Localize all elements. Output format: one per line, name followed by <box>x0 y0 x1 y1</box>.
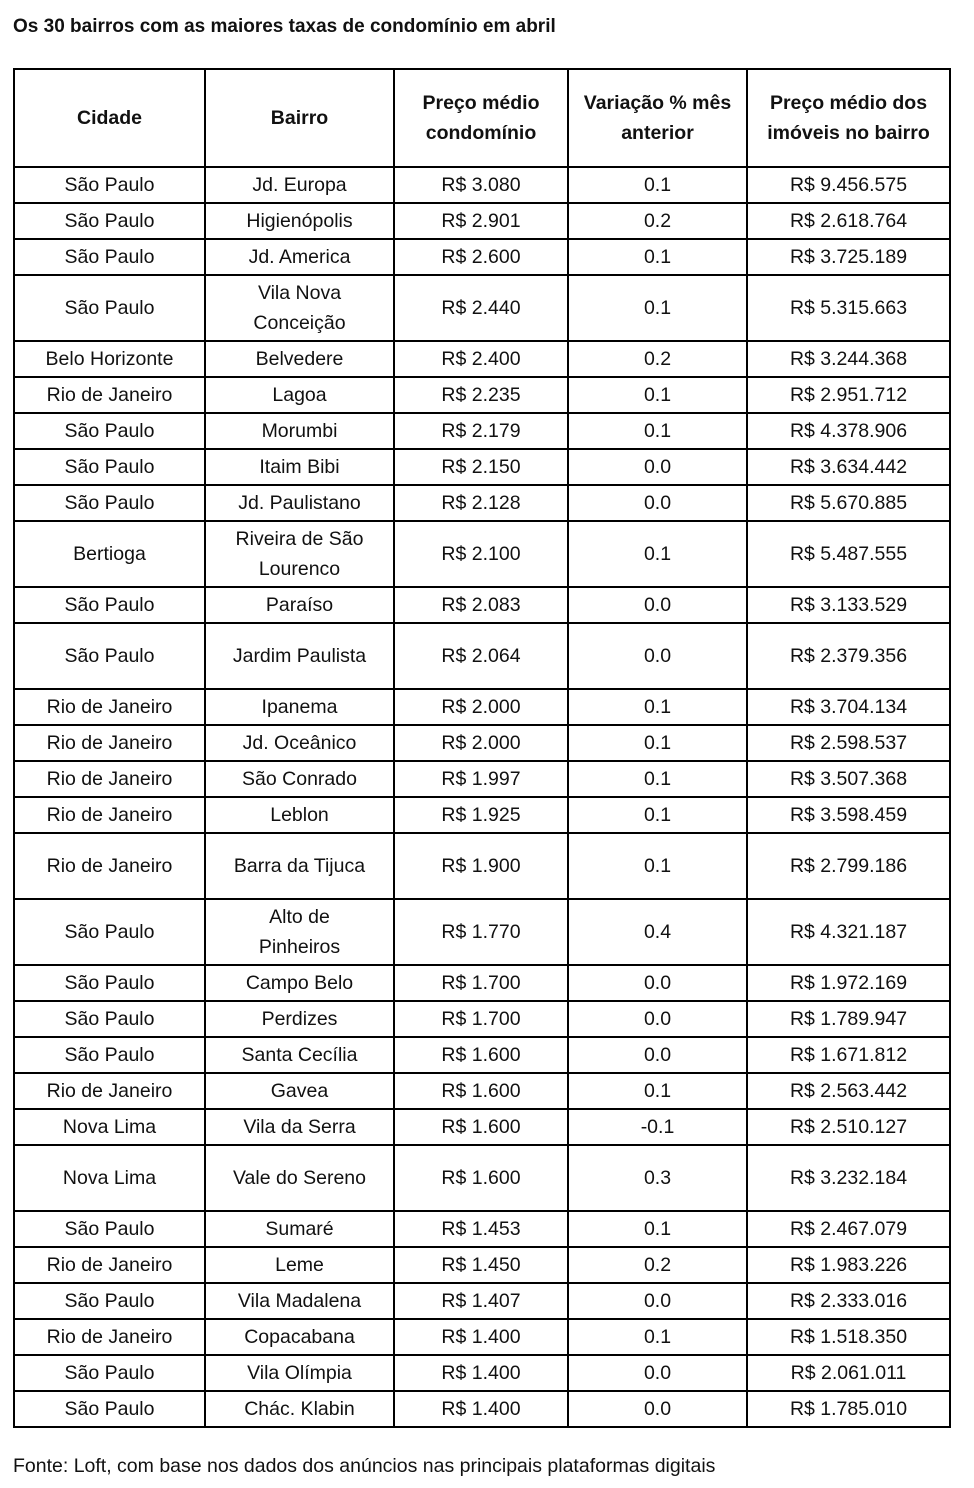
variacao-cell: 0.1 <box>568 1073 747 1109</box>
preco-condominio-cell: R$ 3.080 <box>394 167 568 203</box>
bairro-cell: Paraíso <box>205 587 394 623</box>
bairro-cell: Higienópolis <box>205 203 394 239</box>
cidade-cell: São Paulo <box>14 899 205 965</box>
bairro-cell: Vale do Sereno <box>205 1145 394 1211</box>
preco-condominio-cell: R$ 1.700 <box>394 1001 568 1037</box>
header-preco-condominio: Preço médio condomínio <box>394 69 568 167</box>
bairro-cell: Copacabana <box>205 1319 394 1355</box>
table-row <box>14 1391 950 1427</box>
preco-imoveis-cell: R$ 2.799.186 <box>747 833 950 899</box>
cidade-cell: Nova Lima <box>14 1109 205 1145</box>
cidade-cell: São Paulo <box>14 1211 205 1247</box>
bairro-cell: Vila Nova Conceição <box>205 275 394 341</box>
preco-imoveis-cell: R$ 3.232.184 <box>747 1145 950 1211</box>
table-row <box>14 965 950 1001</box>
preco-condominio-cell: R$ 2.064 <box>394 623 568 689</box>
bairro-cell: Jd. Oceânico <box>205 725 394 761</box>
table-row <box>14 377 950 413</box>
cidade-cell: Rio de Janeiro <box>14 1319 205 1355</box>
bairro-cell: Jd. Paulistano <box>205 485 394 521</box>
cidade-cell: Rio de Janeiro <box>14 797 205 833</box>
preco-imoveis-cell: R$ 3.598.459 <box>747 797 950 833</box>
preco-condominio-cell: R$ 2.100 <box>394 521 568 587</box>
table-row <box>14 275 950 341</box>
variacao-cell: 0.1 <box>568 1211 747 1247</box>
header-bairro: Bairro <box>205 69 394 167</box>
preco-imoveis-cell: R$ 4.321.187 <box>747 899 950 965</box>
cidade-cell: Rio de Janeiro <box>14 725 205 761</box>
variacao-cell: 0.1 <box>568 833 747 899</box>
variacao-cell: 0.1 <box>568 377 747 413</box>
preco-condominio-cell: R$ 1.453 <box>394 1211 568 1247</box>
table-row <box>14 689 950 725</box>
preco-condominio-cell: R$ 2.600 <box>394 239 568 275</box>
preco-imoveis-cell: R$ 2.951.712 <box>747 377 950 413</box>
header-cidade: Cidade <box>14 69 205 167</box>
variacao-cell: 0.0 <box>568 1355 747 1391</box>
cidade-cell: São Paulo <box>14 1037 205 1073</box>
variacao-cell: -0.1 <box>568 1109 747 1145</box>
preco-condominio-cell: R$ 1.450 <box>394 1247 568 1283</box>
cidade-cell: São Paulo <box>14 587 205 623</box>
bairro-cell: Vila Olímpia <box>205 1355 394 1391</box>
source-note: Fonte: Loft, com base nos dados dos anúncios nas principais plataformas digitais <box>13 1455 716 1477</box>
cidade-cell: Rio de Janeiro <box>14 377 205 413</box>
table-row <box>14 341 950 377</box>
variacao-cell: 0.1 <box>568 275 747 341</box>
preco-condominio-cell: R$ 2.000 <box>394 689 568 725</box>
preco-condominio-cell: R$ 2.083 <box>394 587 568 623</box>
preco-condominio-cell: R$ 2.901 <box>394 203 568 239</box>
variacao-cell: 0.0 <box>568 1001 747 1037</box>
preco-condominio-cell: R$ 2.179 <box>394 413 568 449</box>
preco-imoveis-cell: R$ 1.972.169 <box>747 965 950 1001</box>
bairro-cell: Leblon <box>205 797 394 833</box>
preco-imoveis-cell: R$ 2.563.442 <box>747 1073 950 1109</box>
preco-imoveis-cell: R$ 1.789.947 <box>747 1001 950 1037</box>
header-variacao: Variação % mês anterior <box>568 69 747 167</box>
preco-imoveis-cell: R$ 3.244.368 <box>747 341 950 377</box>
cidade-cell: Rio de Janeiro <box>14 689 205 725</box>
preco-imoveis-cell: R$ 5.315.663 <box>747 275 950 341</box>
variacao-cell: 0.0 <box>568 1391 747 1427</box>
table-row <box>14 899 950 965</box>
bairro-cell: Itaim Bibi <box>205 449 394 485</box>
variacao-cell: 0.1 <box>568 167 747 203</box>
table-row <box>14 485 950 521</box>
bairro-cell: Sumaré <box>205 1211 394 1247</box>
table-row <box>14 1283 950 1319</box>
preco-condominio-cell: R$ 1.900 <box>394 833 568 899</box>
preco-imoveis-cell: R$ 1.785.010 <box>747 1391 950 1427</box>
preco-condominio-cell: R$ 1.400 <box>394 1391 568 1427</box>
cidade-cell: São Paulo <box>14 965 205 1001</box>
bairro-cell: Alto de Pinheiros <box>205 899 394 965</box>
cidade-cell: São Paulo <box>14 449 205 485</box>
cidade-cell: São Paulo <box>14 413 205 449</box>
bairro-cell: Santa Cecília <box>205 1037 394 1073</box>
bairro-cell: Barra da Tijuca <box>205 833 394 899</box>
header-preco-imoveis: Preço médio dos imóveis no bairro <box>747 69 950 167</box>
cidade-cell: Rio de Janeiro <box>14 1073 205 1109</box>
table-row <box>14 1145 950 1211</box>
preco-condominio-cell: R$ 2.440 <box>394 275 568 341</box>
table-row <box>14 239 950 275</box>
variacao-cell: 0.0 <box>568 449 747 485</box>
cidade-cell: Belo Horizonte <box>14 341 205 377</box>
preco-imoveis-cell: R$ 4.378.906 <box>747 413 950 449</box>
preco-condominio-cell: R$ 1.600 <box>394 1073 568 1109</box>
preco-imoveis-cell: R$ 3.507.368 <box>747 761 950 797</box>
preco-imoveis-cell: R$ 3.725.189 <box>747 239 950 275</box>
preco-imoveis-cell: R$ 1.983.226 <box>747 1247 950 1283</box>
preco-imoveis-cell: R$ 5.670.885 <box>747 485 950 521</box>
cidade-cell: Rio de Janeiro <box>14 761 205 797</box>
preco-imoveis-cell: R$ 1.518.350 <box>747 1319 950 1355</box>
preco-imoveis-cell: R$ 2.598.537 <box>747 725 950 761</box>
bairro-cell: Morumbi <box>205 413 394 449</box>
preco-condominio-cell: R$ 1.925 <box>394 797 568 833</box>
bairro-cell: Vila Madalena <box>205 1283 394 1319</box>
preco-condominio-cell: R$ 1.700 <box>394 965 568 1001</box>
cidade-cell: São Paulo <box>14 1355 205 1391</box>
variacao-cell: 0.0 <box>568 587 747 623</box>
table-row <box>14 833 950 899</box>
bairro-cell: Perdizes <box>205 1001 394 1037</box>
table-row <box>14 521 950 587</box>
variacao-cell: 0.0 <box>568 1283 747 1319</box>
table-row <box>14 623 950 689</box>
table-row <box>14 761 950 797</box>
preco-imoveis-cell: R$ 2.467.079 <box>747 1211 950 1247</box>
bairro-cell: São Conrado <box>205 761 394 797</box>
table-row <box>14 449 950 485</box>
cidade-cell: São Paulo <box>14 623 205 689</box>
variacao-cell: 0.1 <box>568 797 747 833</box>
variacao-cell: 0.0 <box>568 965 747 1001</box>
preco-condominio-cell: R$ 2.150 <box>394 449 568 485</box>
bairro-cell: Jardim Paulista <box>205 623 394 689</box>
bairro-cell: Riveira de São Lourenco <box>205 521 394 587</box>
preco-condominio-cell: R$ 1.400 <box>394 1355 568 1391</box>
bairro-cell: Gavea <box>205 1073 394 1109</box>
cidade-cell: São Paulo <box>14 167 205 203</box>
bairro-cell: Leme <box>205 1247 394 1283</box>
bairro-cell: Chác. Klabin <box>205 1391 394 1427</box>
variacao-cell: 0.1 <box>568 521 747 587</box>
preco-condominio-cell: R$ 2.128 <box>394 485 568 521</box>
table-row <box>14 725 950 761</box>
cidade-cell: São Paulo <box>14 203 205 239</box>
table-row <box>14 797 950 833</box>
bairro-cell: Belvedere <box>205 341 394 377</box>
cidade-cell: São Paulo <box>14 239 205 275</box>
cidade-cell: São Paulo <box>14 1001 205 1037</box>
preco-imoveis-cell: R$ 2.333.016 <box>747 1283 950 1319</box>
bairro-cell: Jd. Europa <box>205 167 394 203</box>
preco-condominio-cell: R$ 1.600 <box>394 1037 568 1073</box>
preco-imoveis-cell: R$ 2.618.764 <box>747 203 950 239</box>
table-title: Os 30 bairros com as maiores taxas de condomínio em abril <box>13 16 556 37</box>
variacao-cell: 0.1 <box>568 689 747 725</box>
preco-condominio-cell: R$ 1.600 <box>394 1145 568 1211</box>
cidade-cell: Rio de Janeiro <box>14 833 205 899</box>
cidade-cell: Bertioga <box>14 521 205 587</box>
preco-imoveis-cell: R$ 5.487.555 <box>747 521 950 587</box>
variacao-cell: 0.0 <box>568 623 747 689</box>
preco-imoveis-cell: R$ 3.133.529 <box>747 587 950 623</box>
bairro-cell: Ipanema <box>205 689 394 725</box>
table-row <box>14 1319 950 1355</box>
table-row <box>14 1355 950 1391</box>
variacao-cell: 0.1 <box>568 1319 747 1355</box>
preco-imoveis-cell: R$ 3.634.442 <box>747 449 950 485</box>
bairro-cell: Jd. America <box>205 239 394 275</box>
variacao-cell: 0.1 <box>568 761 747 797</box>
preco-condominio-cell: R$ 1.400 <box>394 1319 568 1355</box>
preco-imoveis-cell: R$ 3.704.134 <box>747 689 950 725</box>
table-row <box>14 1247 950 1283</box>
preco-condominio-cell: R$ 1.770 <box>394 899 568 965</box>
table-row <box>14 587 950 623</box>
preco-imoveis-cell: R$ 2.379.356 <box>747 623 950 689</box>
variacao-cell: 0.1 <box>568 725 747 761</box>
table-row <box>14 1037 950 1073</box>
bairro-cell: Vila da Serra <box>205 1109 394 1145</box>
preco-imoveis-cell: R$ 2.061.011 <box>747 1355 950 1391</box>
variacao-cell: 0.1 <box>568 239 747 275</box>
table-row <box>14 1001 950 1037</box>
variacao-cell: 0.2 <box>568 1247 747 1283</box>
preco-condominio-cell: R$ 2.000 <box>394 725 568 761</box>
table-header-row <box>14 69 950 167</box>
cidade-cell: Nova Lima <box>14 1145 205 1211</box>
variacao-cell: 0.2 <box>568 203 747 239</box>
table-body <box>14 167 950 1427</box>
table-row <box>14 1073 950 1109</box>
preco-condominio-cell: R$ 1.997 <box>394 761 568 797</box>
table-row <box>14 203 950 239</box>
variacao-cell: 0.4 <box>568 899 747 965</box>
condominium-fees-table <box>13 68 951 1428</box>
preco-condominio-cell: R$ 2.235 <box>394 377 568 413</box>
bairro-cell: Lagoa <box>205 377 394 413</box>
variacao-cell: 0.0 <box>568 485 747 521</box>
cidade-cell: São Paulo <box>14 275 205 341</box>
variacao-cell: 0.3 <box>568 1145 747 1211</box>
cidade-cell: São Paulo <box>14 1391 205 1427</box>
table-row <box>14 1109 950 1145</box>
preco-imoveis-cell: R$ 9.456.575 <box>747 167 950 203</box>
preco-condominio-cell: R$ 2.400 <box>394 341 568 377</box>
cidade-cell: São Paulo <box>14 485 205 521</box>
variacao-cell: 0.2 <box>568 341 747 377</box>
variacao-cell: 0.1 <box>568 413 747 449</box>
preco-condominio-cell: R$ 1.600 <box>394 1109 568 1145</box>
cidade-cell: Rio de Janeiro <box>14 1247 205 1283</box>
preco-condominio-cell: R$ 1.407 <box>394 1283 568 1319</box>
cidade-cell: São Paulo <box>14 1283 205 1319</box>
variacao-cell: 0.0 <box>568 1037 747 1073</box>
bairro-cell: Campo Belo <box>205 965 394 1001</box>
preco-imoveis-cell: R$ 2.510.127 <box>747 1109 950 1145</box>
table-row <box>14 413 950 449</box>
table-row <box>14 167 950 203</box>
preco-imoveis-cell: R$ 1.671.812 <box>747 1037 950 1073</box>
table-row <box>14 1211 950 1247</box>
